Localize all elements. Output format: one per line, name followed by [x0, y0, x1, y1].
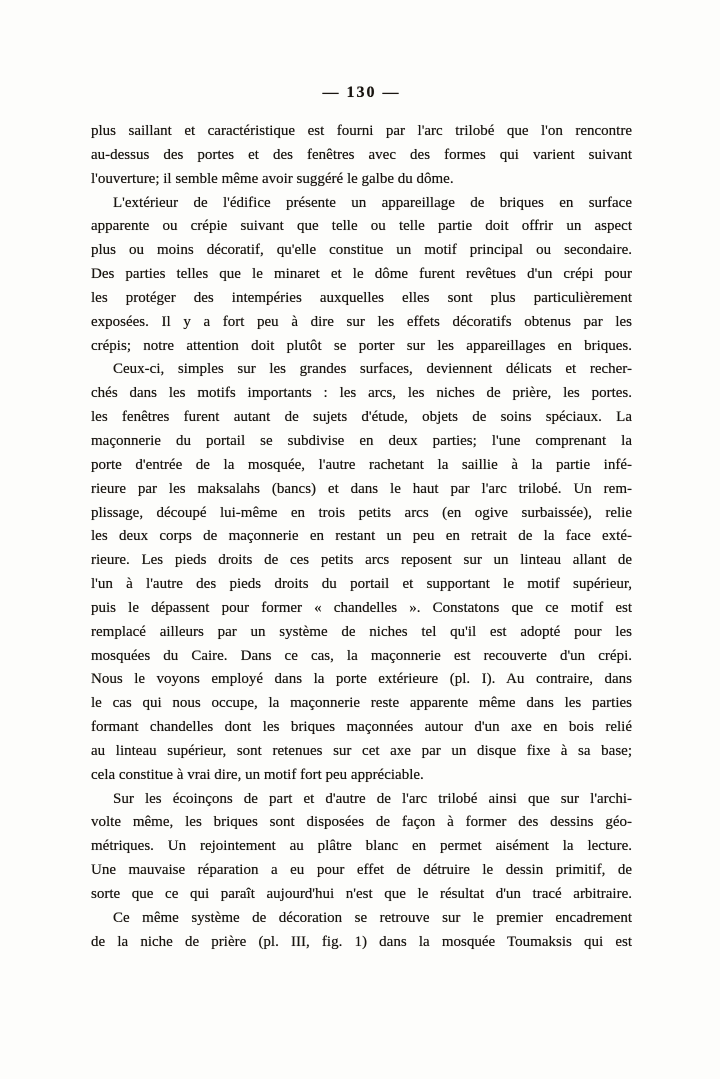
text-line: Des parties telles que le minaret et le dôme furent revêtues d'un crépi pour	[91, 266, 632, 283]
text-line: remplacé ailleurs par un système de niches tel qu'il est adopté pour les	[91, 623, 632, 640]
text-line: sorte que ce qui paraît aujourd'hui n'est que le résultat d'un tracé arbitraire.	[91, 886, 632, 902]
text-line: crépis; notre attention doit plutôt se porter sur les appareillages en briques.	[91, 337, 632, 354]
text-line: cela constitue à vrai dire, un motif fort peu appréciable.	[91, 766, 424, 783]
text-line: mosquées du Caire. Dans ce cas, la maçonnerie est recouverte d'un crépi.	[91, 647, 632, 664]
text-line: Ce même système de décoration se retrouve sur le premier encadrement	[113, 909, 632, 926]
text-line: de la niche de prière (pl. III, fig. 1) dans la mosquée Toumaksis qui est	[91, 933, 632, 950]
text-line: formant chandelles dont les briques maçonnées autour d'un axe en bois relié	[91, 719, 632, 736]
text-line: volte même, les briques sont disposées de façon à former des dessins géo-	[91, 814, 632, 831]
text-line: plus ou moins décoratif, qu'elle constitue un motif principal ou secondaire.	[91, 242, 632, 259]
text-line: plissage, découpé lui-même en trois petits arcs (en ogive surbaissée), relie	[91, 504, 632, 521]
text-line: plus saillant et caractéristique est fourni par l'arc trilobé que l'on rencontre	[91, 123, 632, 139]
text-line: rieure par les maksalahs (bancs) et dans le haut par l'arc trilobé. Un rem-	[91, 480, 632, 497]
text-line: les deux corps de maçonnerie en restant un peu en retrait de la face exté-	[91, 528, 632, 545]
text-line: l'ouverture; il semble même avoir suggéré le galbe du dôme.	[91, 170, 454, 187]
text-line: L'extérieur de l'édifice présente un appareillage de briques en surface	[113, 194, 632, 211]
text-line: maçonnerie du portail se subdivise en deux parties; l'une comprenant la	[91, 432, 632, 449]
text-line: chés dans les motifs importants : les arcs, les niches de prière, les portes.	[91, 385, 632, 402]
page-text	[91, 120, 632, 955]
text-line: apparente ou crépie suivant que telle ou telle partie doit offrir un aspect	[91, 218, 632, 235]
text-line: Sur les écoinçons de part et d'autre de l'arc trilobé ainsi que sur l'archi-	[113, 790, 632, 807]
text-line: les protéger des intempéries auxquelles elles sont plus particulièrement	[91, 289, 632, 306]
text-line: Nous le voyons employé dans la porte extérieure (pl. I). Au contraire, dans	[91, 671, 632, 688]
text-line: porte d'entrée de la mosquée, l'autre rachetant la saillie à la partie infé-	[91, 456, 632, 473]
page-number: — 130 —	[322, 84, 401, 101]
text-line: exposées. Il y a fort peu à dire sur les effets décoratifs obtenus par les	[91, 313, 632, 330]
text-line: les fenêtres furent autant de sujets d'étude, objets de soins spéciaux. La	[91, 409, 632, 426]
text-line: Une mauvaise réparation a eu pour effet de détruire le dessin primitif, de	[91, 862, 632, 879]
text-line: métriques. Un rejointement au plâtre blanc en permet aisément la lecture.	[91, 838, 632, 855]
text-line: au linteau supérieur, sont retenues sur cet axe par un disque fixe à sa base;	[91, 742, 632, 759]
text-line: puis le dépassent pour former « chandelles ». Constatons que ce motif est	[91, 599, 632, 616]
text-line: au-dessus des portes et des fenêtres avec des formes qui varient suivant	[91, 146, 632, 163]
text-line: l'un à l'autre des pieds droits du portail et supportant le motif supérieur,	[91, 576, 632, 593]
text-line: rieure. Les pieds droits de ces petits arcs reposent sur un linteau allant de	[91, 552, 632, 569]
text-line: Ceux-ci, simples sur les grandes surfaces, deviennent délicats et recher-	[113, 361, 632, 378]
text-line: le cas qui nous occupe, la maçonnerie reste apparente même dans les parties	[91, 695, 632, 712]
